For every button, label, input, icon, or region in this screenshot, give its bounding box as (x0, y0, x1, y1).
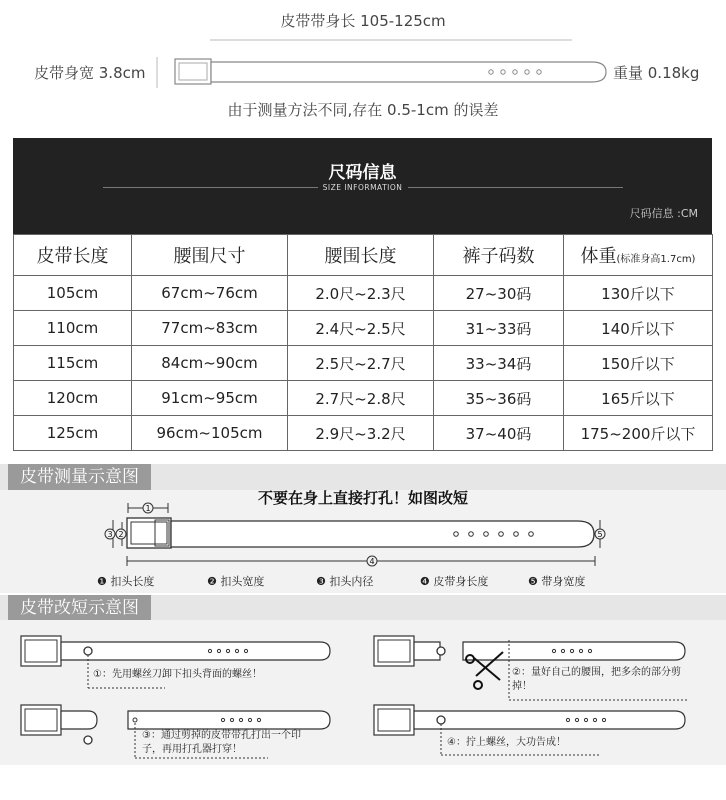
table-cell: 2.4尺~2.5尺 (288, 311, 434, 346)
dim-number-4: 4 (369, 557, 375, 566)
table-cell: 105cm (14, 276, 132, 311)
dim-number-3: 3 (107, 530, 113, 539)
size-info-subtitle: SIZE INFORMATION (322, 183, 403, 192)
step-2-text: ②：量好自己的腰围，把多余的部分剪掉！ (512, 667, 681, 692)
table-cell: 35~36码 (434, 381, 564, 416)
weight-header-note: (标准身高1.7cm) (616, 254, 696, 265)
warning-text: 不要在身上直接打孔！如图改短 (257, 489, 468, 507)
table-cell: 150斤以下 (564, 346, 713, 381)
dim-number-1: 1 (145, 504, 151, 513)
table-cell: 115cm (14, 346, 132, 381)
table-cell: 2.7尺~2.8尺 (288, 381, 434, 416)
table-cell: 31~33码 (434, 311, 564, 346)
table-cell: 77cm~83cm (132, 311, 288, 346)
table-cell: 2.5尺~2.7尺 (288, 346, 434, 381)
table-cell: 125cm (14, 416, 132, 451)
table-cell: 140斤以下 (564, 311, 713, 346)
table-cell: 2.9尺~3.2尺 (288, 416, 434, 451)
col-header-waist-length: 腰围长度 (288, 235, 434, 276)
table-cell: 37~40码 (434, 416, 564, 451)
measure-section-title: 皮带测量示意图 (8, 464, 151, 491)
step-1-text: ①：先用螺丝刀卸下扣头背面的螺丝！ (93, 669, 262, 680)
belt-length-label: 皮带带身长 105-125cm (280, 12, 446, 30)
step-3-text: ③：通过剪掉的皮带带孔打出一个印子，再用打孔器打穿！ (142, 730, 301, 755)
table-cell: 96cm~105cm (132, 416, 288, 451)
col-header-pants-size: 裤子码数 (434, 235, 564, 276)
measurement-error-note: 由于测量方法不同,存在 0.5-1cm 的误差 (227, 101, 499, 119)
table-cell: 91cm~95cm (132, 381, 288, 416)
weight-header-text: 体重 (580, 246, 617, 267)
step-4-text: ④：拧上螺丝，大功告成！ (447, 737, 566, 748)
shorten-section-title: 皮带改短示意图 (8, 595, 151, 622)
table-cell: 130斤以下 (564, 276, 713, 311)
legend-strap-width: ❺ 带身宽度 (528, 575, 586, 588)
legend-buckle-width: ❷ 扣头宽度 (207, 575, 265, 588)
size-info-title: 尺码信息 (328, 163, 397, 183)
table-cell: 165斤以下 (564, 381, 713, 416)
table-cell: 110cm (14, 311, 132, 346)
size-unit-label: 尺码信息 :CM (629, 207, 698, 220)
belt-width-label: 皮带身宽 3.8cm (34, 64, 146, 82)
table-cell: 33~34码 (434, 346, 564, 381)
col-header-waist-size: 腰围尺寸 (132, 235, 288, 276)
belt-weight-label: 重量 0.18kg (613, 64, 700, 82)
dim-number-2: 2 (118, 530, 124, 539)
legend-buckle-length: ❶ 扣头长度 (97, 575, 155, 588)
table-cell: 2.0尺~2.3尺 (288, 276, 434, 311)
table-cell: 84cm~90cm (132, 346, 288, 381)
col-header-belt-length: 皮带长度 (14, 235, 132, 276)
dim-number-5: 5 (597, 530, 603, 539)
table-cell: 67cm~76cm (132, 276, 288, 311)
table-cell: 27~30码 (434, 276, 564, 311)
table-cell: 120cm (14, 381, 132, 416)
legend-strap-length: ❹ 皮带身长度 (420, 575, 489, 588)
table-cell: 175~200斤以下 (564, 416, 713, 451)
legend-buckle-inner: ❸ 扣头内径 (316, 575, 374, 588)
